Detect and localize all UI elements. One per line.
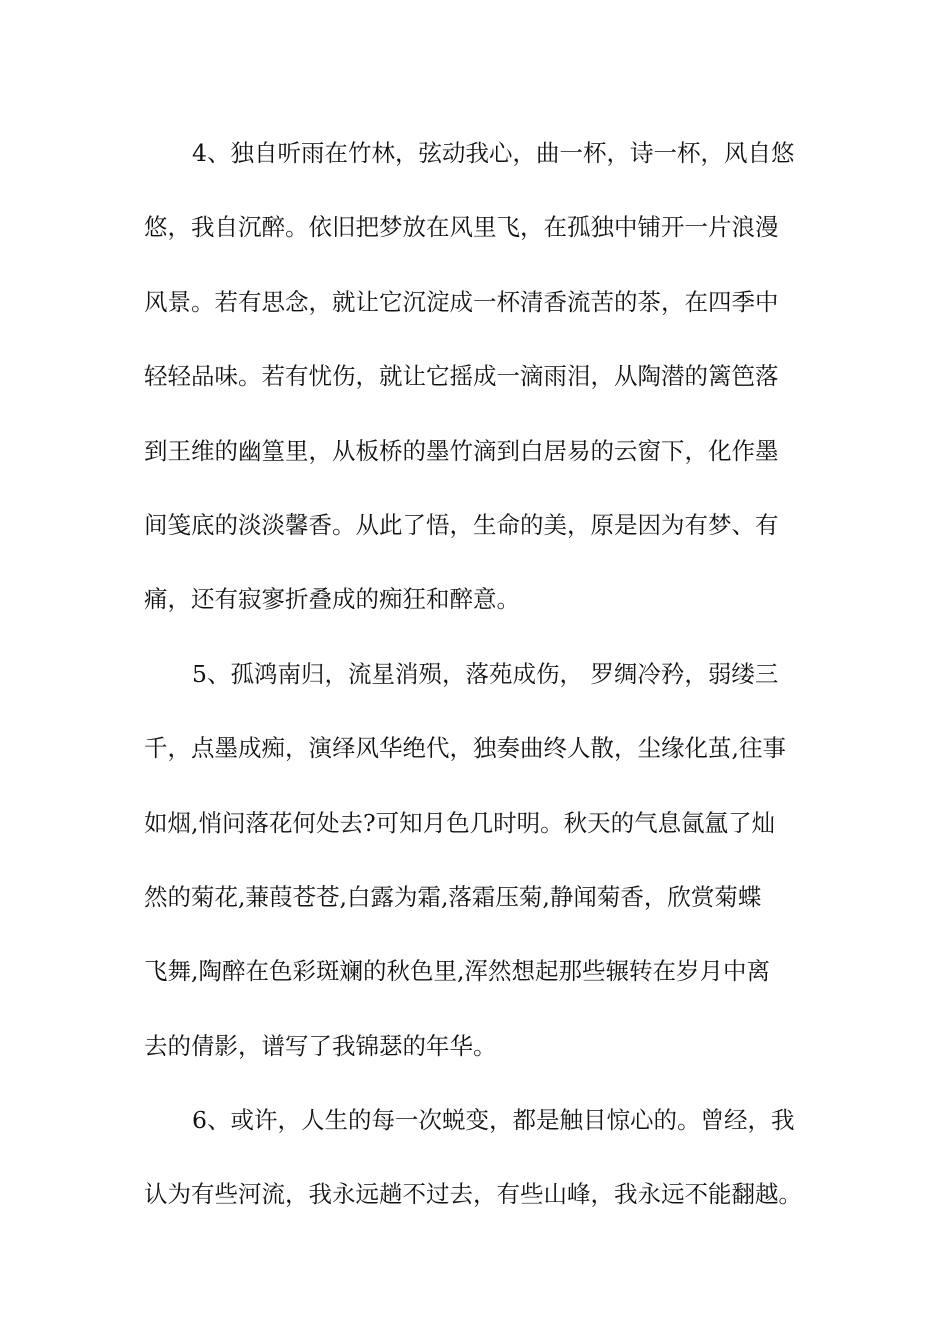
paragraph-4-line-1: 4、独自听雨在竹林，弦动我心，曲一杯，诗一杯，风自悠: [192, 139, 795, 167]
paragraph-4-line-7: 痛，还有寂寥折叠成的痴狂和醉意。: [144, 585, 520, 614]
body-text: [144, 116, 824, 1232]
paragraph-6-line-2: 认为有些河流，我永远趟不过去，有些山峰，我永远不能翻越。: [144, 1180, 802, 1209]
paragraph-4-line-5: 到王维的幽篁里，从板桥的墨竹滴到白居易的云窗下，化作墨: [144, 436, 779, 465]
paragraph-4-line-2: 悠，我自沉醉。依旧把梦放在风里飞，在孤独中铺开一片浪漫: [144, 213, 779, 242]
paragraph-6-line-1: 6、或许，人生的每一次蜕变，都是触目惊心的。曾经，我: [192, 1106, 795, 1135]
paragraph-4-line-6: 间笺底的淡淡馨香。从此了悟，生命的美，原是因为有梦、有: [144, 510, 779, 539]
paragraph-5-line-6: 去的倩影，谱写了我锦瑟的年华。: [144, 1031, 497, 1060]
paragraph-5-line-5: 飞舞,陶醉在色彩斑斓的秋色里,浑然想起那些辗转在岁月中离: [144, 957, 770, 986]
paragraph-4-line-4: 轻轻品味。若有忧伤，就让它摇成一滴雨泪，从陶潜的篱笆落: [144, 362, 779, 391]
paragraph-5-line-3: 如烟,悄问落花何处去?可知月色几时明。秋天的气息氤氲了灿: [144, 808, 776, 837]
paragraph-5-line-2: 千，点墨成痴，演绎风华绝代，独奏曲终人散，尘缘化茧,往事: [144, 734, 786, 763]
paragraph-5-line-4: 然的菊花,蒹葭苍苍,白露为霜,落霜压菊,静闻菊香，欣赏菊蝶: [144, 882, 762, 911]
paragraph-5-line-1: 5、孤鸿南归，流星消殒，落苑成伤， 罗绸冷矜，弱缕三: [192, 659, 779, 688]
paragraph-4-line-3: 风景。若有思念，就让它沉淀成一杯清香流苦的茶，在四季中: [144, 287, 779, 316]
